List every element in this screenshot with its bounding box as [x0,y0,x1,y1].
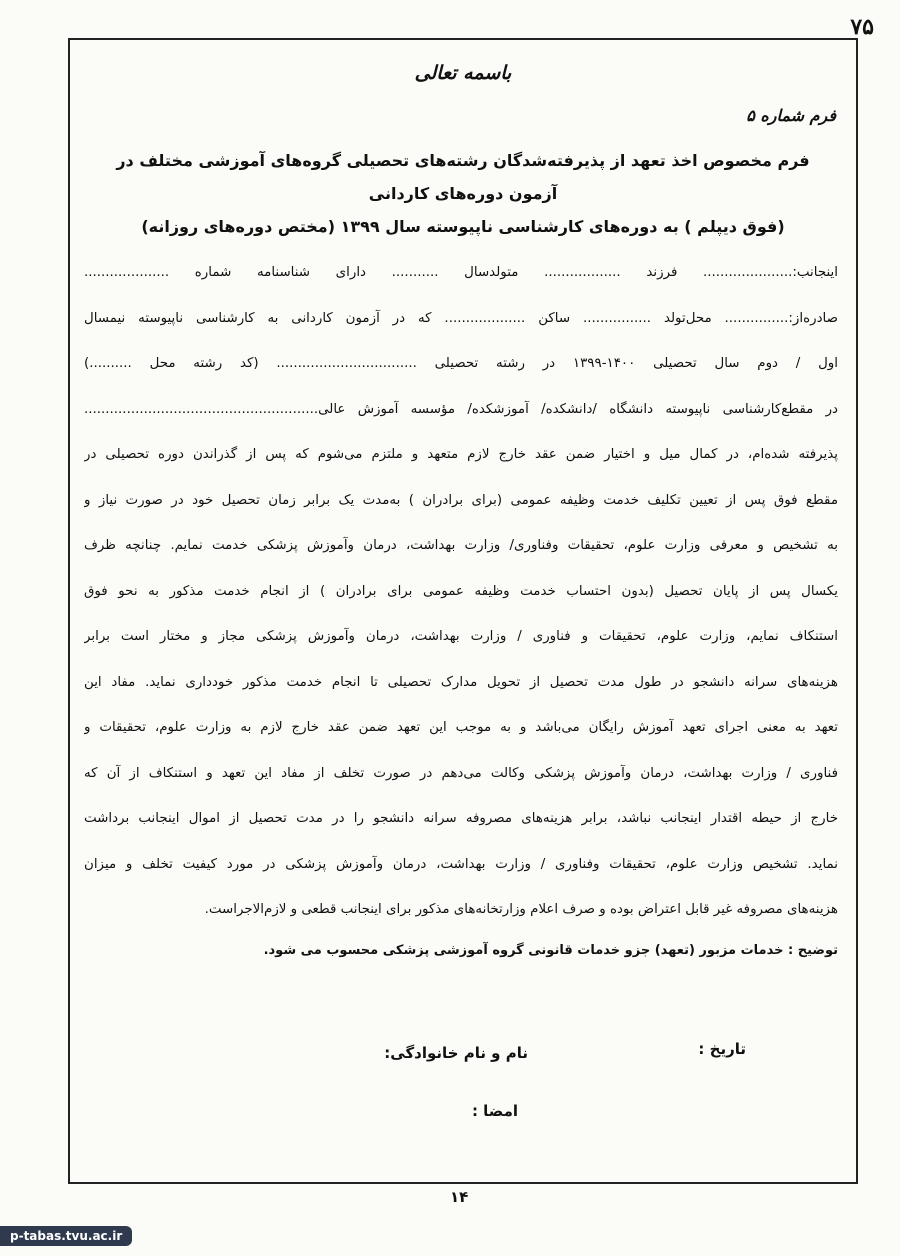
body-line: استنکاف نمایم، وزارت علوم، تحقیقات و فناوری / وزارت بهداشت، درمان وآموزش پزشکی مجاز و مختار است برابر [84,629,838,644]
body-line: مقطع فوق پس از تعیین تکلیف خدمت وظیفه عمومی (برای برادران ) به‌مدت یک برابر زمان تحصیل خود در صورت نیاز و [84,492,838,508]
form-title [94,144,832,243]
body-line: پذیرفته شده‌ام، در کمال میل و اختیار ضمن عقد خارج لازم متعهد و ملتزم می‌شوم که پس از گذراندن دوره تحصیلی در [84,447,838,462]
body-line: تعهد به معنی اجرای تعهد آموزش رایگان می‌باشد و به موجب این تعهد ضمن عقد خارج لازم به وزارت علوم، تحقیقات و [84,720,838,735]
body-line: اینجانب:..................... فرزند .................. متولدسال ........... دارای شناسنامه شماره .................... [84,265,838,280]
body-line: هزینه‌های مصروفه غیر قابل اعتراض بوده و صرف اعلام وزارتخانه‌های مذکور برای اینجانب قطعی و لازم‌الاجراست. [204,902,838,917]
body-line: هزینه‌های سرانه دانشجو در طول مدت تحصیل از تحویل مدارک تحصیلی تا انجام خدمت مذکور خودداری نماید. مفاد این [84,674,838,690]
heading: باسمه تعالی [414,62,512,84]
note: توضیح : خدمات مزبور (تعهد) جزو خدمات قانونی گروه آموزشی پزشکی محسوب می شود. [263,942,838,958]
date-label: تاریخ : [698,1040,746,1058]
body-line: اول / دوم سال تحصیلی ۱۴۰۰-۱۳۹۹ در رشته تحصیلی ................................. (کد رشته محل ..........) [84,356,838,371]
body-line: صادره‌از:............... محل‌تولد ................ ساکن ................... که در آزمون کاردانی به کارشناسی ناپیوسته نیمسال [84,310,838,326]
title-line: (فوق دیپلم ) به دوره‌های کارشناسی ناپیوسته سال ۱۳۹۹ (مختص دوره‌های روزانه) [141,217,785,236]
bottom-page-number: ۱۴ [450,1188,469,1206]
body-line: خارج از حیطه اقتدار اینجانب نباشد، برابر هزینه‌های مصروفه سرانه دانشجو را در مدت تحصیل از اموال اینجانب برداشت [84,811,838,826]
title-line: فرم مخصوص اخذ تعهد از پذیرفته‌شدگان رشته‌های تحصیلی گروه‌های آموزشی مختلف در آزمون دوره‌های کاردانی [116,151,810,203]
signature-label: امضا : [471,1102,518,1120]
watermark: p-tabas.tvu.ac.ir [0,1226,132,1246]
body-line: نماید. تشخیص وزارت علوم، تحقیقات وفناوری / وزارت بهداشت، درمان وآموزش پزشکی در مورد کیفیت تخلف و میزان [84,856,838,872]
body-line: یکسال پس از پایان تحصیل (بدون احتساب خدمت وظیفه عمومی برای برادران ) از انجام خدمت مذکور به نحو فوق [84,583,838,599]
body-line: در مقطع‌کارشناسی ناپیوسته دانشگاه /دانشکده/ آموزشکده/ مؤسسه آموزش عالی....................................................... [84,401,838,417]
body-line: به تشخیص و معرفی وزارت علوم، تحقیقات وفناوری/ وزارت بهداشت، درمان وآموزش پزشکی خدمت نمایم. چنانچه ظرف [84,538,838,553]
top-page-number: ۷۵ [850,14,874,40]
form-number: فرم شماره ۵ [746,106,836,125]
body-line: فناوری / وزارت بهداشت، درمان وآموزش پزشکی وکالت می‌دهم در صورت تخلف از مفاد این تعهد و استنکاف از آن که [84,765,838,781]
form-frame [68,38,858,1184]
name-label: نام و نام خانوادگی: [384,1044,528,1062]
form-body [84,250,838,969]
